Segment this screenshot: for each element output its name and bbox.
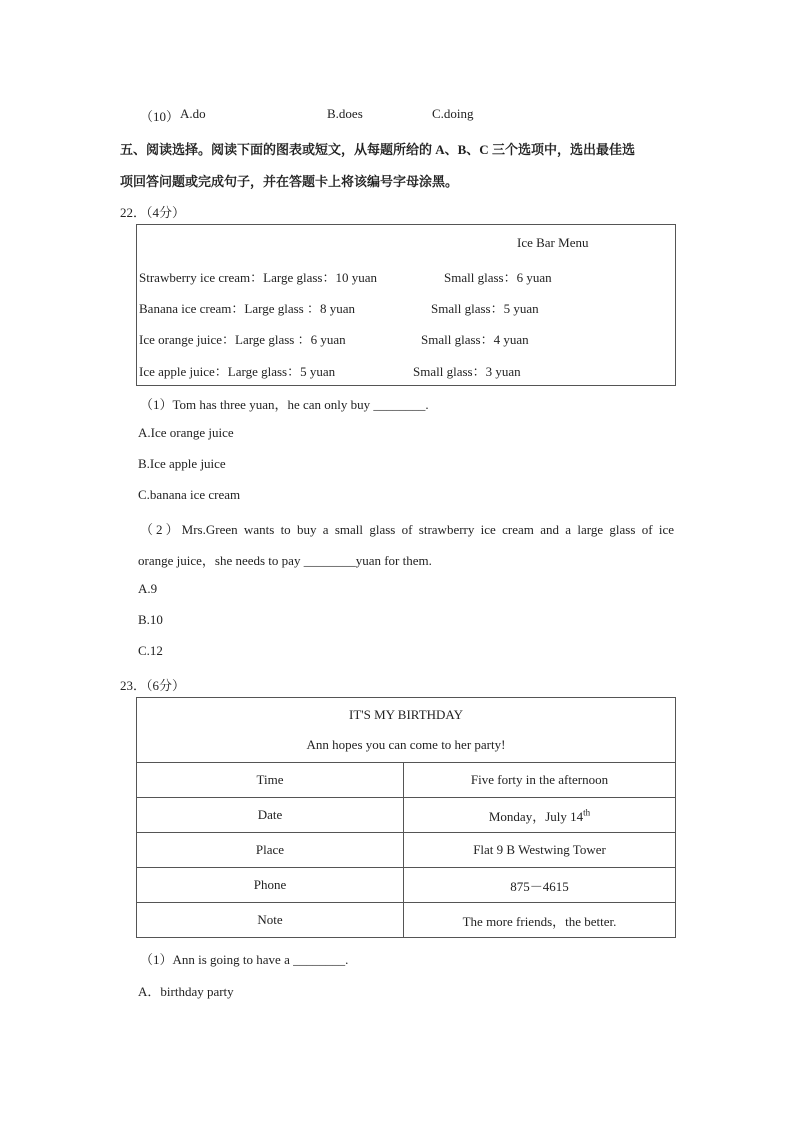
q22-sub1-question: （1）Tom has three yuan，he can only buy ________.: [140, 397, 429, 412]
table-row: [137, 833, 676, 868]
menu-row-item: Ice orange juice：Large glass ：6 yuan: [139, 332, 346, 347]
prev-question-number: （10）: [140, 109, 180, 124]
invitation-header: [137, 698, 676, 763]
date-text: Monday，July 14: [488, 808, 584, 824]
invitation-title: IT'S MY BIRTHDAY: [349, 707, 463, 722]
table-row: [137, 868, 676, 903]
prev-option-c: C.doing: [432, 106, 474, 121]
q22-sub2-option-c: C.12: [138, 643, 163, 658]
row-label: Date: [137, 798, 404, 833]
table-row: [137, 798, 676, 833]
section-instruction-line2: 项回答问题或完成句子，并在答题卡上将该编号字母涂黑。: [120, 174, 459, 189]
q22-sub2-question-line2: orange juice，she needs to pay ________yuan for them.: [138, 553, 432, 568]
row-value: Flat 9 B Westwing Tower: [404, 833, 676, 868]
row-value: The more friends，the better.: [404, 903, 676, 938]
row-value-date: [404, 798, 676, 833]
menu-row-small: Small glass：6 yuan: [444, 270, 552, 285]
row-label: Place: [137, 833, 404, 868]
birthday-invitation-table: [136, 697, 676, 938]
menu-row-small: Small glass：3 yuan: [413, 364, 521, 379]
date-superscript: th: [583, 807, 591, 818]
row-label: Phone: [137, 868, 404, 903]
q23-sub1-question: （1）Ann is going to have a ________.: [140, 952, 349, 967]
q22-sub1-option-a: A.Ice orange juice: [138, 425, 234, 440]
menu-row-small: Small glass：5 yuan: [431, 301, 539, 316]
invitation-subtitle: Ann hopes you can come to her party!: [306, 737, 506, 752]
row-value: 875－4615: [404, 868, 676, 903]
q23-sub1-option-a: A．birthday party: [138, 984, 234, 999]
row-label: Note: [137, 903, 404, 938]
menu-row-item: Ice apple juice：Large glass：5 yuan: [139, 364, 336, 379]
menu-row-small: Small glass：4 yuan: [421, 332, 529, 347]
prev-option-b: B.does: [327, 106, 363, 121]
row-value: Five forty in the afternoon: [404, 763, 676, 798]
menu-row-item: Strawberry ice cream：Large glass：10 yuan: [139, 270, 378, 285]
table-row: [137, 763, 676, 798]
prev-option-a: A.do: [180, 106, 206, 121]
ice-bar-menu: [136, 224, 676, 386]
q22-sub1-option-b: B.Ice apple juice: [138, 456, 226, 471]
row-label: Time: [137, 763, 404, 798]
question-22-header: 22．（4分）: [120, 205, 186, 220]
q22-sub2-question-line1: （2）Mrs.Green wants to buy a small glass of strawberry ice cream and a large glass of ice: [140, 522, 674, 537]
q22-sub2-option-b: B.10: [138, 612, 163, 627]
table-row: [137, 903, 676, 938]
menu-row-item: Banana ice cream：Large glass ：8 yuan: [139, 301, 355, 316]
q22-sub2-option-a: A.9: [138, 581, 158, 596]
q22-sub1-option-c: C.banana ice cream: [138, 487, 241, 502]
question-23-header: 23．（6分）: [120, 678, 186, 693]
menu-title: Ice Bar Menu: [517, 235, 589, 250]
section-instruction-line1: 五、阅读选择。阅读下面的图表或短文，从每题所给的 A、B、C 三个选项中，选出最佳选: [120, 142, 635, 157]
